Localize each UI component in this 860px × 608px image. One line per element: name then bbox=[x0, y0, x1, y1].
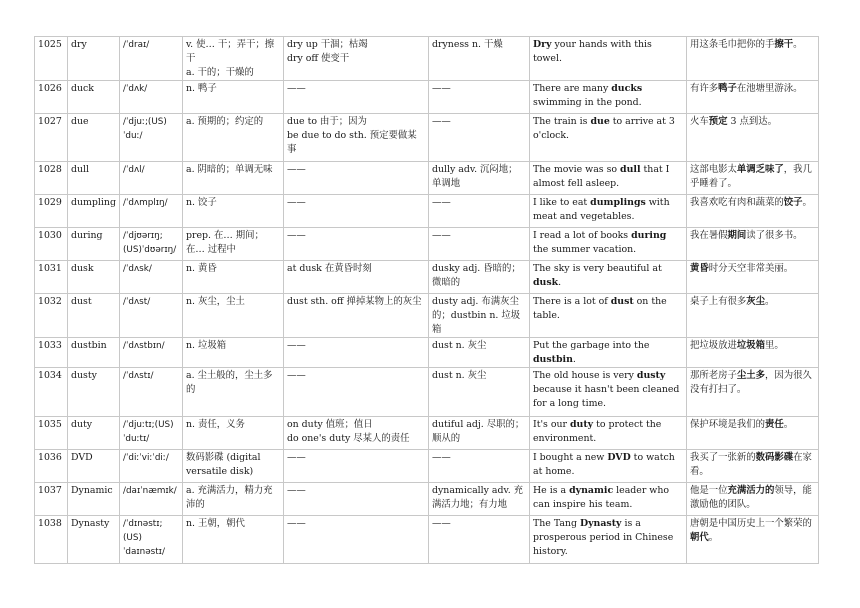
table-row bbox=[35, 81, 819, 114]
derivatives-text: dutiful adj. 尽职的；顺从的 bbox=[432, 419, 525, 444]
translation-text: 他是一位 bbox=[690, 485, 728, 496]
definition-text: n. 王朝，朝代 bbox=[186, 518, 245, 529]
phrases-text: dust sth. off 掸掉某物上的灰尘 bbox=[287, 296, 422, 307]
phrases-cell bbox=[284, 294, 429, 338]
table-row bbox=[35, 417, 819, 450]
phrases-text: —— bbox=[287, 518, 306, 529]
derivatives-text: —— bbox=[432, 452, 451, 463]
translation-text: 。 bbox=[765, 296, 775, 307]
phonetic-cell bbox=[120, 338, 183, 368]
table-row bbox=[35, 294, 819, 338]
phrases-text: —— bbox=[287, 485, 306, 496]
definition-text: prep. 在… 期间；在… 过程中 bbox=[186, 230, 264, 255]
example-sentence-cell bbox=[530, 338, 687, 368]
translation-text: 在家看。 bbox=[690, 452, 812, 477]
example-text: that I almost fell asleep. bbox=[533, 164, 670, 189]
phrases-cell bbox=[284, 450, 429, 483]
translation-text: 。 bbox=[802, 197, 812, 208]
definition-cell bbox=[183, 81, 284, 114]
definition-text: a. 干的；干燥的 bbox=[186, 67, 254, 78]
example-keyword: during bbox=[631, 230, 667, 241]
translation-keyword: 鸭子 bbox=[718, 83, 737, 94]
phonetic-text: /ˈdʌstɪ/ bbox=[123, 371, 154, 381]
derivatives-cell bbox=[429, 516, 530, 564]
derivatives-text: dryness n. 干燥 bbox=[432, 39, 503, 50]
definition-cell bbox=[183, 294, 284, 338]
entry-number-text: 1033 bbox=[38, 340, 62, 351]
table-row bbox=[35, 368, 819, 417]
entry-number-cell bbox=[35, 114, 68, 162]
example-keyword: dust bbox=[610, 296, 634, 307]
example-sentence-cell bbox=[530, 195, 687, 228]
example-text: There is a lot of bbox=[533, 296, 611, 307]
entry-number-cell bbox=[35, 162, 68, 195]
entry-number-text: 1026 bbox=[38, 83, 62, 94]
derivatives-cell bbox=[429, 195, 530, 228]
example-sentence-cell bbox=[530, 368, 687, 417]
phrases-text: —— bbox=[287, 370, 306, 381]
entry-number-cell bbox=[35, 368, 68, 417]
table-row bbox=[35, 516, 819, 564]
headword-text: dusk bbox=[71, 263, 94, 274]
phrases-text: on duty 值班；值日 bbox=[287, 419, 373, 430]
phrases-text: —— bbox=[287, 197, 306, 208]
translation-keyword: 充满活力的 bbox=[727, 485, 775, 496]
phonetic-cell bbox=[120, 516, 183, 564]
translation-keyword: 饺子 bbox=[783, 197, 803, 208]
entry-number-cell bbox=[35, 81, 68, 114]
example-sentence-cell bbox=[530, 483, 687, 516]
headword-cell bbox=[68, 450, 120, 483]
example-sentence-cell bbox=[530, 450, 687, 483]
table-row bbox=[35, 338, 819, 368]
translation-keyword: 尘土多 bbox=[736, 370, 766, 381]
phrases-cell bbox=[284, 417, 429, 450]
table-row bbox=[35, 261, 819, 294]
example-text: on the table. bbox=[533, 296, 667, 321]
example-text: He is a bbox=[533, 485, 570, 496]
phrases-text: do one's duty 尽某人的责任 bbox=[287, 433, 410, 444]
phonetic-text: /ˈdiːˈviːˈdiː/ bbox=[123, 453, 169, 463]
definition-text: n. 责任，义务 bbox=[186, 419, 245, 430]
headword-cell bbox=[68, 81, 120, 114]
translation-cell bbox=[687, 81, 819, 114]
definition-cell bbox=[183, 368, 284, 417]
derivatives-cell bbox=[429, 228, 530, 261]
headword-text: dumpling bbox=[71, 197, 116, 208]
derivatives-text: dusty adj. 布满灰尘的；dustbin n. 垃圾箱 bbox=[432, 296, 521, 335]
example-text: I read a lot of books bbox=[533, 230, 632, 241]
entry-number-cell bbox=[35, 338, 68, 368]
translation-keyword: 灰尘 bbox=[746, 296, 766, 307]
translation-cell bbox=[687, 114, 819, 162]
entry-number-text: 1036 bbox=[38, 452, 62, 463]
definition-cell bbox=[183, 338, 284, 368]
derivatives-cell bbox=[429, 37, 530, 81]
table-row bbox=[35, 114, 819, 162]
translation-cell bbox=[687, 417, 819, 450]
phrases-cell bbox=[284, 368, 429, 417]
translation-cell bbox=[687, 228, 819, 261]
entry-number-text: 1038 bbox=[38, 518, 62, 529]
headword-cell bbox=[68, 114, 120, 162]
phonetic-cell bbox=[120, 450, 183, 483]
headword-cell bbox=[68, 483, 120, 516]
example-keyword: dusty bbox=[636, 370, 666, 381]
derivatives-cell bbox=[429, 368, 530, 417]
headword-cell bbox=[68, 368, 120, 417]
translation-cell bbox=[687, 162, 819, 195]
example-text: The train is bbox=[533, 116, 591, 127]
example-sentence-cell bbox=[530, 37, 687, 81]
example-text: . bbox=[558, 277, 562, 288]
translation-text: 这部电影太 bbox=[690, 164, 737, 175]
entry-number-cell bbox=[35, 195, 68, 228]
derivatives-text: —— bbox=[432, 116, 451, 127]
headword-text: due bbox=[71, 116, 89, 127]
definition-cell bbox=[183, 195, 284, 228]
headword-text: dust bbox=[71, 296, 92, 307]
translation-text: 有许多 bbox=[690, 83, 719, 94]
headword-text: duty bbox=[71, 419, 93, 430]
phrases-cell bbox=[284, 81, 429, 114]
derivatives-text: dusky adj. 昏暗的；微暗的 bbox=[432, 263, 521, 288]
translation-keyword: 擦干 bbox=[774, 39, 794, 50]
phonetic-cell bbox=[120, 483, 183, 516]
phrases-text: due to 由于；因为 bbox=[287, 116, 367, 127]
translation-cell bbox=[687, 450, 819, 483]
translation-text: 把垃圾放进 bbox=[690, 340, 737, 351]
entry-number-cell bbox=[35, 417, 68, 450]
example-keyword: dustbin bbox=[533, 354, 573, 365]
phrases-cell bbox=[284, 228, 429, 261]
entry-number-text: 1030 bbox=[38, 230, 62, 241]
translation-text: 那所老房子 bbox=[690, 370, 737, 381]
derivatives-cell bbox=[429, 338, 530, 368]
example-sentence-cell bbox=[530, 294, 687, 338]
table-row bbox=[35, 195, 819, 228]
example-keyword: Dynasty bbox=[579, 518, 622, 529]
phrases-text: dry off 使变干 bbox=[287, 53, 350, 64]
phrases-cell bbox=[284, 483, 429, 516]
derivatives-text: —— bbox=[432, 83, 451, 94]
headword-text: dusty bbox=[71, 370, 97, 381]
example-text: swimming in the pond. bbox=[533, 97, 642, 108]
definition-text: n. 黄昏 bbox=[186, 263, 217, 274]
example-text: The Tang bbox=[533, 518, 580, 529]
translation-text: 我喜欢吃有肉和蔬菜的 bbox=[690, 197, 784, 208]
entry-number-cell bbox=[35, 483, 68, 516]
headword-cell bbox=[68, 294, 120, 338]
translation-keyword: 垃圾箱 bbox=[736, 340, 766, 351]
translation-cell bbox=[687, 516, 819, 564]
example-text: to protect the environment. bbox=[533, 419, 662, 444]
vocabulary-rows bbox=[35, 37, 819, 564]
translation-keyword: 数码影碟 bbox=[755, 452, 794, 463]
derivatives-cell bbox=[429, 294, 530, 338]
entry-number-text: 1032 bbox=[38, 296, 62, 307]
phrases-text: —— bbox=[287, 340, 306, 351]
phonetic-cell bbox=[120, 114, 183, 162]
headword-cell bbox=[68, 37, 120, 81]
translation-text: 领导，能激励他的团队。 bbox=[690, 485, 812, 510]
definition-text: a. 阴暗的；单调无味 bbox=[186, 164, 273, 175]
table-row bbox=[35, 228, 819, 261]
translation-text: ，我几乎睡着了。 bbox=[690, 164, 812, 189]
headword-cell bbox=[68, 338, 120, 368]
headword-text: dry bbox=[71, 39, 87, 50]
entry-number-text: 1031 bbox=[38, 263, 62, 274]
derivatives-text: dynamically adv. 充满活力地；有力地 bbox=[432, 485, 524, 510]
phonetic-text: /ˈdjuːtɪ;(US)ˈduːtɪ/ bbox=[123, 420, 174, 444]
phrases-text: dry up 干涸；枯竭 bbox=[287, 39, 368, 50]
table-row bbox=[35, 450, 819, 483]
phonetic-text: /ˈdʌl/ bbox=[123, 165, 145, 175]
phonetic-text: /ˈdjʊərɪŋ;(US)ˈdʊərɪŋ/ bbox=[123, 231, 177, 255]
example-sentence-cell bbox=[530, 114, 687, 162]
derivatives-text: dully adv. 沉闷地；单调地 bbox=[432, 164, 518, 189]
headword-cell bbox=[68, 195, 120, 228]
definition-text: n. 饺子 bbox=[186, 197, 217, 208]
definition-text: n. 垃圾箱 bbox=[186, 340, 227, 351]
definition-cell bbox=[183, 261, 284, 294]
phonetic-text: /ˈdʌmplɪŋ/ bbox=[123, 198, 168, 208]
translation-text: 时分天空非常美丽。 bbox=[708, 263, 794, 274]
derivatives-text: dust n. 灰尘 bbox=[432, 340, 487, 351]
example-sentence-cell bbox=[530, 162, 687, 195]
derivatives-text: dust n. 灰尘 bbox=[432, 370, 487, 381]
example-keyword: ducks bbox=[611, 83, 643, 94]
derivatives-text: —— bbox=[432, 197, 451, 208]
example-text: I like to eat bbox=[533, 197, 591, 208]
headword-cell bbox=[68, 516, 120, 564]
translation-text: 。 bbox=[793, 39, 803, 50]
phonetic-cell bbox=[120, 417, 183, 450]
phrases-cell bbox=[284, 37, 429, 81]
phonetic-text: /ˈdɪnəstɪ;(US)ˈdaɪnəstɪ/ bbox=[123, 519, 165, 557]
translation-text: 桌子上有很多 bbox=[690, 296, 747, 307]
example-text: I bought a new bbox=[533, 452, 608, 463]
translation-keyword: 期间 bbox=[727, 230, 747, 241]
entry-number-text: 1027 bbox=[38, 116, 62, 127]
phonetic-text: /ˈdʌsk/ bbox=[123, 264, 152, 274]
translation-keyword: 朝代 bbox=[690, 532, 709, 543]
translation-cell bbox=[687, 195, 819, 228]
phrases-text: —— bbox=[287, 83, 306, 94]
translation-cell bbox=[687, 338, 819, 368]
definition-cell bbox=[183, 228, 284, 261]
phonetic-text: /ˈdʌst/ bbox=[123, 297, 151, 307]
translation-text: 唐朝是中国历史上一个繁荣的 bbox=[690, 518, 812, 529]
phonetic-cell bbox=[120, 37, 183, 81]
entry-number-cell bbox=[35, 228, 68, 261]
definition-cell bbox=[183, 516, 284, 564]
translation-text: 保护环境是我们的 bbox=[690, 419, 766, 430]
derivatives-text: —— bbox=[432, 518, 451, 529]
derivatives-cell bbox=[429, 114, 530, 162]
definition-cell bbox=[183, 37, 284, 81]
example-text: The old house is very bbox=[533, 370, 637, 381]
example-text: leader who can inspire his team. bbox=[533, 485, 670, 510]
derivatives-cell bbox=[429, 81, 530, 114]
definition-cell bbox=[183, 114, 284, 162]
translation-text: 。 bbox=[708, 532, 719, 543]
translation-cell bbox=[687, 37, 819, 81]
example-text: There are many bbox=[533, 83, 612, 94]
example-sentence-cell bbox=[530, 261, 687, 294]
phonetic-cell bbox=[120, 294, 183, 338]
headword-text: Dynamic bbox=[71, 485, 113, 496]
example-text: The movie was so bbox=[533, 164, 621, 175]
derivatives-text: —— bbox=[432, 230, 451, 241]
phonetic-text: /ˈdjuː;(US)ˈduː/ bbox=[123, 117, 167, 141]
example-text: The sky is very beautiful at bbox=[533, 263, 662, 274]
headword-text: dull bbox=[71, 164, 90, 175]
phrases-text: be due to do sth. 预定要做某事 bbox=[287, 130, 417, 155]
table-row bbox=[35, 37, 819, 81]
definition-text: n. 灰尘，尘土 bbox=[186, 296, 245, 307]
example-text: . bbox=[572, 354, 576, 365]
definition-cell bbox=[183, 162, 284, 195]
phrases-cell bbox=[284, 195, 429, 228]
translation-text: 。 bbox=[783, 419, 794, 430]
phrases-text: —— bbox=[287, 452, 306, 463]
example-keyword: due bbox=[590, 116, 610, 127]
translation-cell bbox=[687, 294, 819, 338]
example-text: the summer vacation. bbox=[533, 244, 637, 255]
phrases-cell bbox=[284, 162, 429, 195]
example-text: to arrive at 3 o'clock. bbox=[533, 116, 675, 141]
derivatives-cell bbox=[429, 417, 530, 450]
derivatives-cell bbox=[429, 450, 530, 483]
example-keyword: Dry bbox=[533, 39, 552, 50]
entry-number-text: 1029 bbox=[38, 197, 62, 208]
phrases-text: —— bbox=[287, 164, 306, 175]
definition-text: n. 鸭子 bbox=[186, 83, 217, 94]
definition-text: a. 尘土般的，尘土多的 bbox=[186, 370, 273, 395]
headword-text: dustbin bbox=[71, 340, 107, 351]
definition-cell bbox=[183, 450, 284, 483]
phrases-cell bbox=[284, 338, 429, 368]
headword-cell bbox=[68, 261, 120, 294]
phonetic-cell bbox=[120, 228, 183, 261]
phrases-text: at dusk 在黄昏时刻 bbox=[287, 263, 372, 274]
headword-cell bbox=[68, 162, 120, 195]
phrases-text: —— bbox=[287, 230, 306, 241]
translation-text: 3 点到达。 bbox=[727, 116, 777, 127]
headword-cell bbox=[68, 417, 120, 450]
entry-number-cell bbox=[35, 294, 68, 338]
headword-text: during bbox=[71, 230, 103, 241]
phrases-cell bbox=[284, 261, 429, 294]
entry-number-cell bbox=[35, 450, 68, 483]
entry-number-text: 1028 bbox=[38, 164, 62, 175]
phonetic-text: /ˈdʌk/ bbox=[123, 84, 148, 94]
phonetic-cell bbox=[120, 195, 183, 228]
headword-text: DVD bbox=[71, 452, 93, 463]
translation-cell bbox=[687, 483, 819, 516]
headword-cell bbox=[68, 228, 120, 261]
entry-number-text: 1034 bbox=[38, 370, 62, 381]
phrases-cell bbox=[284, 114, 429, 162]
translation-keyword: 责任 bbox=[765, 419, 784, 430]
phonetic-cell bbox=[120, 81, 183, 114]
example-keyword: dull bbox=[620, 164, 641, 175]
translation-keyword: 预定 bbox=[708, 116, 728, 127]
example-text: your hands with this towel. bbox=[533, 39, 652, 64]
example-sentence-cell bbox=[530, 516, 687, 564]
example-text: It's our bbox=[533, 419, 570, 430]
example-keyword: dynamic bbox=[569, 485, 614, 496]
translation-cell bbox=[687, 368, 819, 417]
phonetic-cell bbox=[120, 261, 183, 294]
translation-text: 在池塘里游泳。 bbox=[736, 83, 803, 94]
translation-text: ，因为很久没有打扫了。 bbox=[690, 370, 812, 395]
phrases-cell bbox=[284, 516, 429, 564]
example-text: to watch at home. bbox=[533, 452, 675, 477]
entry-number-cell bbox=[35, 37, 68, 81]
example-sentence-cell bbox=[530, 81, 687, 114]
definition-text: a. 预期的；约定的 bbox=[186, 116, 264, 127]
example-keyword: DVD bbox=[607, 452, 631, 463]
phonetic-cell bbox=[120, 162, 183, 195]
entry-number-text: 1037 bbox=[38, 485, 62, 496]
example-keyword: duty bbox=[569, 419, 594, 430]
table-row bbox=[35, 162, 819, 195]
phonetic-cell bbox=[120, 368, 183, 417]
phonetic-text: /daɪˈnæmɪk/ bbox=[123, 486, 177, 496]
example-sentence-cell bbox=[530, 417, 687, 450]
phonetic-text: /ˈdʌstbɪn/ bbox=[123, 341, 165, 351]
entry-number-cell bbox=[35, 261, 68, 294]
phonetic-text: /ˈdraɪ/ bbox=[123, 40, 150, 50]
definition-text: v. 使… 干；弄干；擦干 bbox=[186, 39, 275, 64]
example-keyword: dusk bbox=[533, 277, 559, 288]
vocabulary-table bbox=[34, 36, 819, 564]
headword-text: duck bbox=[71, 83, 94, 94]
derivatives-cell bbox=[429, 162, 530, 195]
definition-cell bbox=[183, 417, 284, 450]
translation-text: 读了很多书。 bbox=[746, 230, 803, 241]
example-keyword: dumplings bbox=[590, 197, 646, 208]
derivatives-cell bbox=[429, 261, 530, 294]
derivatives-cell bbox=[429, 483, 530, 516]
entry-number-text: 1025 bbox=[38, 39, 62, 50]
headword-text: Dynasty bbox=[71, 518, 110, 529]
translation-cell bbox=[687, 261, 819, 294]
entry-number-cell bbox=[35, 516, 68, 564]
example-text: is a prosperous period in Chinese history. bbox=[533, 518, 674, 557]
translation-text: 里。 bbox=[765, 340, 784, 351]
translation-text: 我买了一张新的 bbox=[690, 452, 756, 463]
definition-text: 数码影碟 (digital versatile disk) bbox=[186, 452, 261, 477]
example-sentence-cell bbox=[530, 228, 687, 261]
translation-text: 我在暑假 bbox=[690, 230, 728, 241]
translation-text: 火车 bbox=[690, 116, 709, 127]
translation-text: 用这条毛巾把你的手 bbox=[690, 39, 775, 50]
example-text: with meat and vegetables. bbox=[533, 197, 670, 222]
definition-cell bbox=[183, 483, 284, 516]
definition-text: a. 充满活力，精力充沛的 bbox=[186, 485, 273, 510]
entry-number-text: 1035 bbox=[38, 419, 62, 430]
translation-keyword: 单调乏味了 bbox=[736, 164, 784, 175]
example-text: because it hasn't been cleaned for a long time. bbox=[533, 384, 680, 409]
translation-keyword: 黄昏 bbox=[690, 263, 709, 274]
table-row bbox=[35, 483, 819, 516]
example-text: Put the garbage into the bbox=[533, 340, 650, 351]
